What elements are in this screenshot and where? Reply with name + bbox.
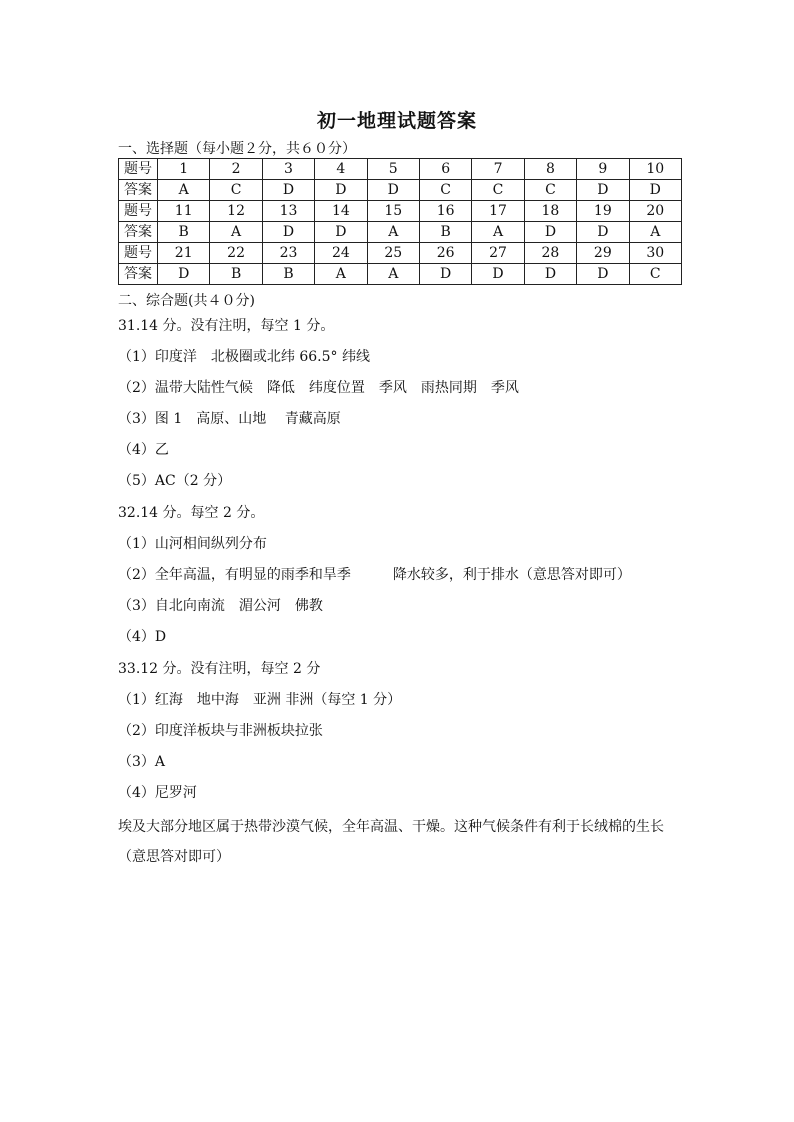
table-cell: C [472, 180, 524, 201]
table-cell: D [472, 264, 524, 285]
table-cell: D [419, 264, 471, 285]
table-cell: 28 [524, 243, 576, 264]
table-cell: D [524, 264, 576, 285]
table-cell: 25 [367, 243, 419, 264]
answer-paragraph: 埃及大部分地区属于热带沙漠气候，全年高温、干燥。这种气候条件有利于长绒棉的生长（意思答对即可） [118, 819, 664, 865]
table-cell: 10 [629, 159, 681, 180]
answer-line: （3）图 1 高原、山地 青藏高原 [118, 411, 341, 427]
table-cell: 24 [315, 243, 367, 264]
table-cell: 11 [158, 201, 210, 222]
table-cell: 3 [262, 159, 314, 180]
table-cell: 17 [472, 201, 524, 222]
table-cell: B [158, 222, 210, 243]
table-cell: D [262, 180, 314, 201]
answer-line: （1）印度洋 北极圈或北纬 66.5° 纬线 [118, 349, 370, 365]
table-cell: 21 [158, 243, 210, 264]
table-cell: 22 [210, 243, 262, 264]
answer-line: 31.14 分。没有注明，每空 1 分。 [118, 318, 335, 334]
table-cell: A [158, 180, 210, 201]
table-cell: 20 [629, 201, 681, 222]
answer-line: （5）AC（2 分） [118, 473, 232, 489]
answer-table [118, 158, 682, 285]
table-cell: D [577, 264, 629, 285]
table-cell: 27 [472, 243, 524, 264]
answer-line: （3）A [118, 754, 166, 770]
table-cell: 9 [577, 159, 629, 180]
table-cell: D [315, 222, 367, 243]
table-cell: A [367, 264, 419, 285]
table-cell: 8 [524, 159, 576, 180]
table-cell: 30 [629, 243, 681, 264]
table-cell: 6 [419, 159, 471, 180]
table-cell: C [524, 180, 576, 201]
answer-line: （4）D [118, 629, 167, 645]
table-row [119, 201, 682, 222]
table-cell: 26 [419, 243, 471, 264]
table-cell: 15 [367, 201, 419, 222]
table-cell: 16 [419, 201, 471, 222]
table-cell: B [210, 264, 262, 285]
row-label: 答案 [119, 264, 158, 285]
table-cell: 29 [577, 243, 629, 264]
table-cell: A [367, 222, 419, 243]
table-cell: D [629, 180, 681, 201]
table-cell: D [577, 180, 629, 201]
table-cell: D [158, 264, 210, 285]
answer-line: （3）自北向南流 湄公河 佛教 [118, 598, 323, 614]
section2-heading: 二、综合题(共４０分) [118, 293, 255, 309]
table-cell: C [210, 180, 262, 201]
table-cell: A [210, 222, 262, 243]
row-label: 答案 [119, 180, 158, 201]
table-cell: 5 [367, 159, 419, 180]
table-cell: A [629, 222, 681, 243]
page-title: 初一地理试题答案 [316, 110, 477, 132]
table-cell: B [419, 222, 471, 243]
table-cell: B [262, 264, 314, 285]
table-cell: 4 [315, 159, 367, 180]
answer-line: （1）山河相间纵列分布 [118, 536, 267, 552]
table-row [119, 264, 682, 285]
table-cell: 19 [577, 201, 629, 222]
row-label: 题号 [119, 159, 158, 180]
table-cell: 12 [210, 201, 262, 222]
row-label: 答案 [119, 222, 158, 243]
table-cell: D [367, 180, 419, 201]
table-cell: C [419, 180, 471, 201]
table-row [119, 222, 682, 243]
table-cell: 14 [315, 201, 367, 222]
row-label: 题号 [119, 201, 158, 222]
answer-line: （2）全年高温，有明显的雨季和旱季 降水较多，利于排水（意思答对即可） [118, 567, 631, 583]
table-cell: 1 [158, 159, 210, 180]
table-cell: 18 [524, 201, 576, 222]
answer-line: （4）乙 [118, 442, 169, 458]
answer-line: 33.12 分。没有注明，每空 2 分 [118, 661, 321, 677]
table-cell: 23 [262, 243, 314, 264]
table-cell: A [315, 264, 367, 285]
answer-line: （4）尼罗河 [118, 785, 197, 801]
table-cell: C [629, 264, 681, 285]
row-label: 题号 [119, 243, 158, 264]
table-cell: A [472, 222, 524, 243]
table-cell: D [524, 222, 576, 243]
table-cell: 2 [210, 159, 262, 180]
table-cell: D [262, 222, 314, 243]
table-cell: 7 [472, 159, 524, 180]
section1-heading: 一、选择题（每小题２分，共６０分） [118, 141, 356, 157]
table-cell: D [315, 180, 367, 201]
table-row [119, 243, 682, 264]
table-row [119, 180, 682, 201]
answer-line: （1）红海 地中海 亚洲 非洲（每空 1 分） [118, 692, 402, 708]
table-row [119, 159, 682, 180]
answer-line: （2）印度洋板块与非洲板块拉张 [118, 723, 323, 739]
answer-line: 32.14 分。每空 2 分。 [118, 505, 265, 521]
table-cell: 13 [262, 201, 314, 222]
table-cell: D [577, 222, 629, 243]
answer-line: （2）温带大陆性气候 降低 纬度位置 季风 雨热同期 季风 [118, 380, 519, 396]
